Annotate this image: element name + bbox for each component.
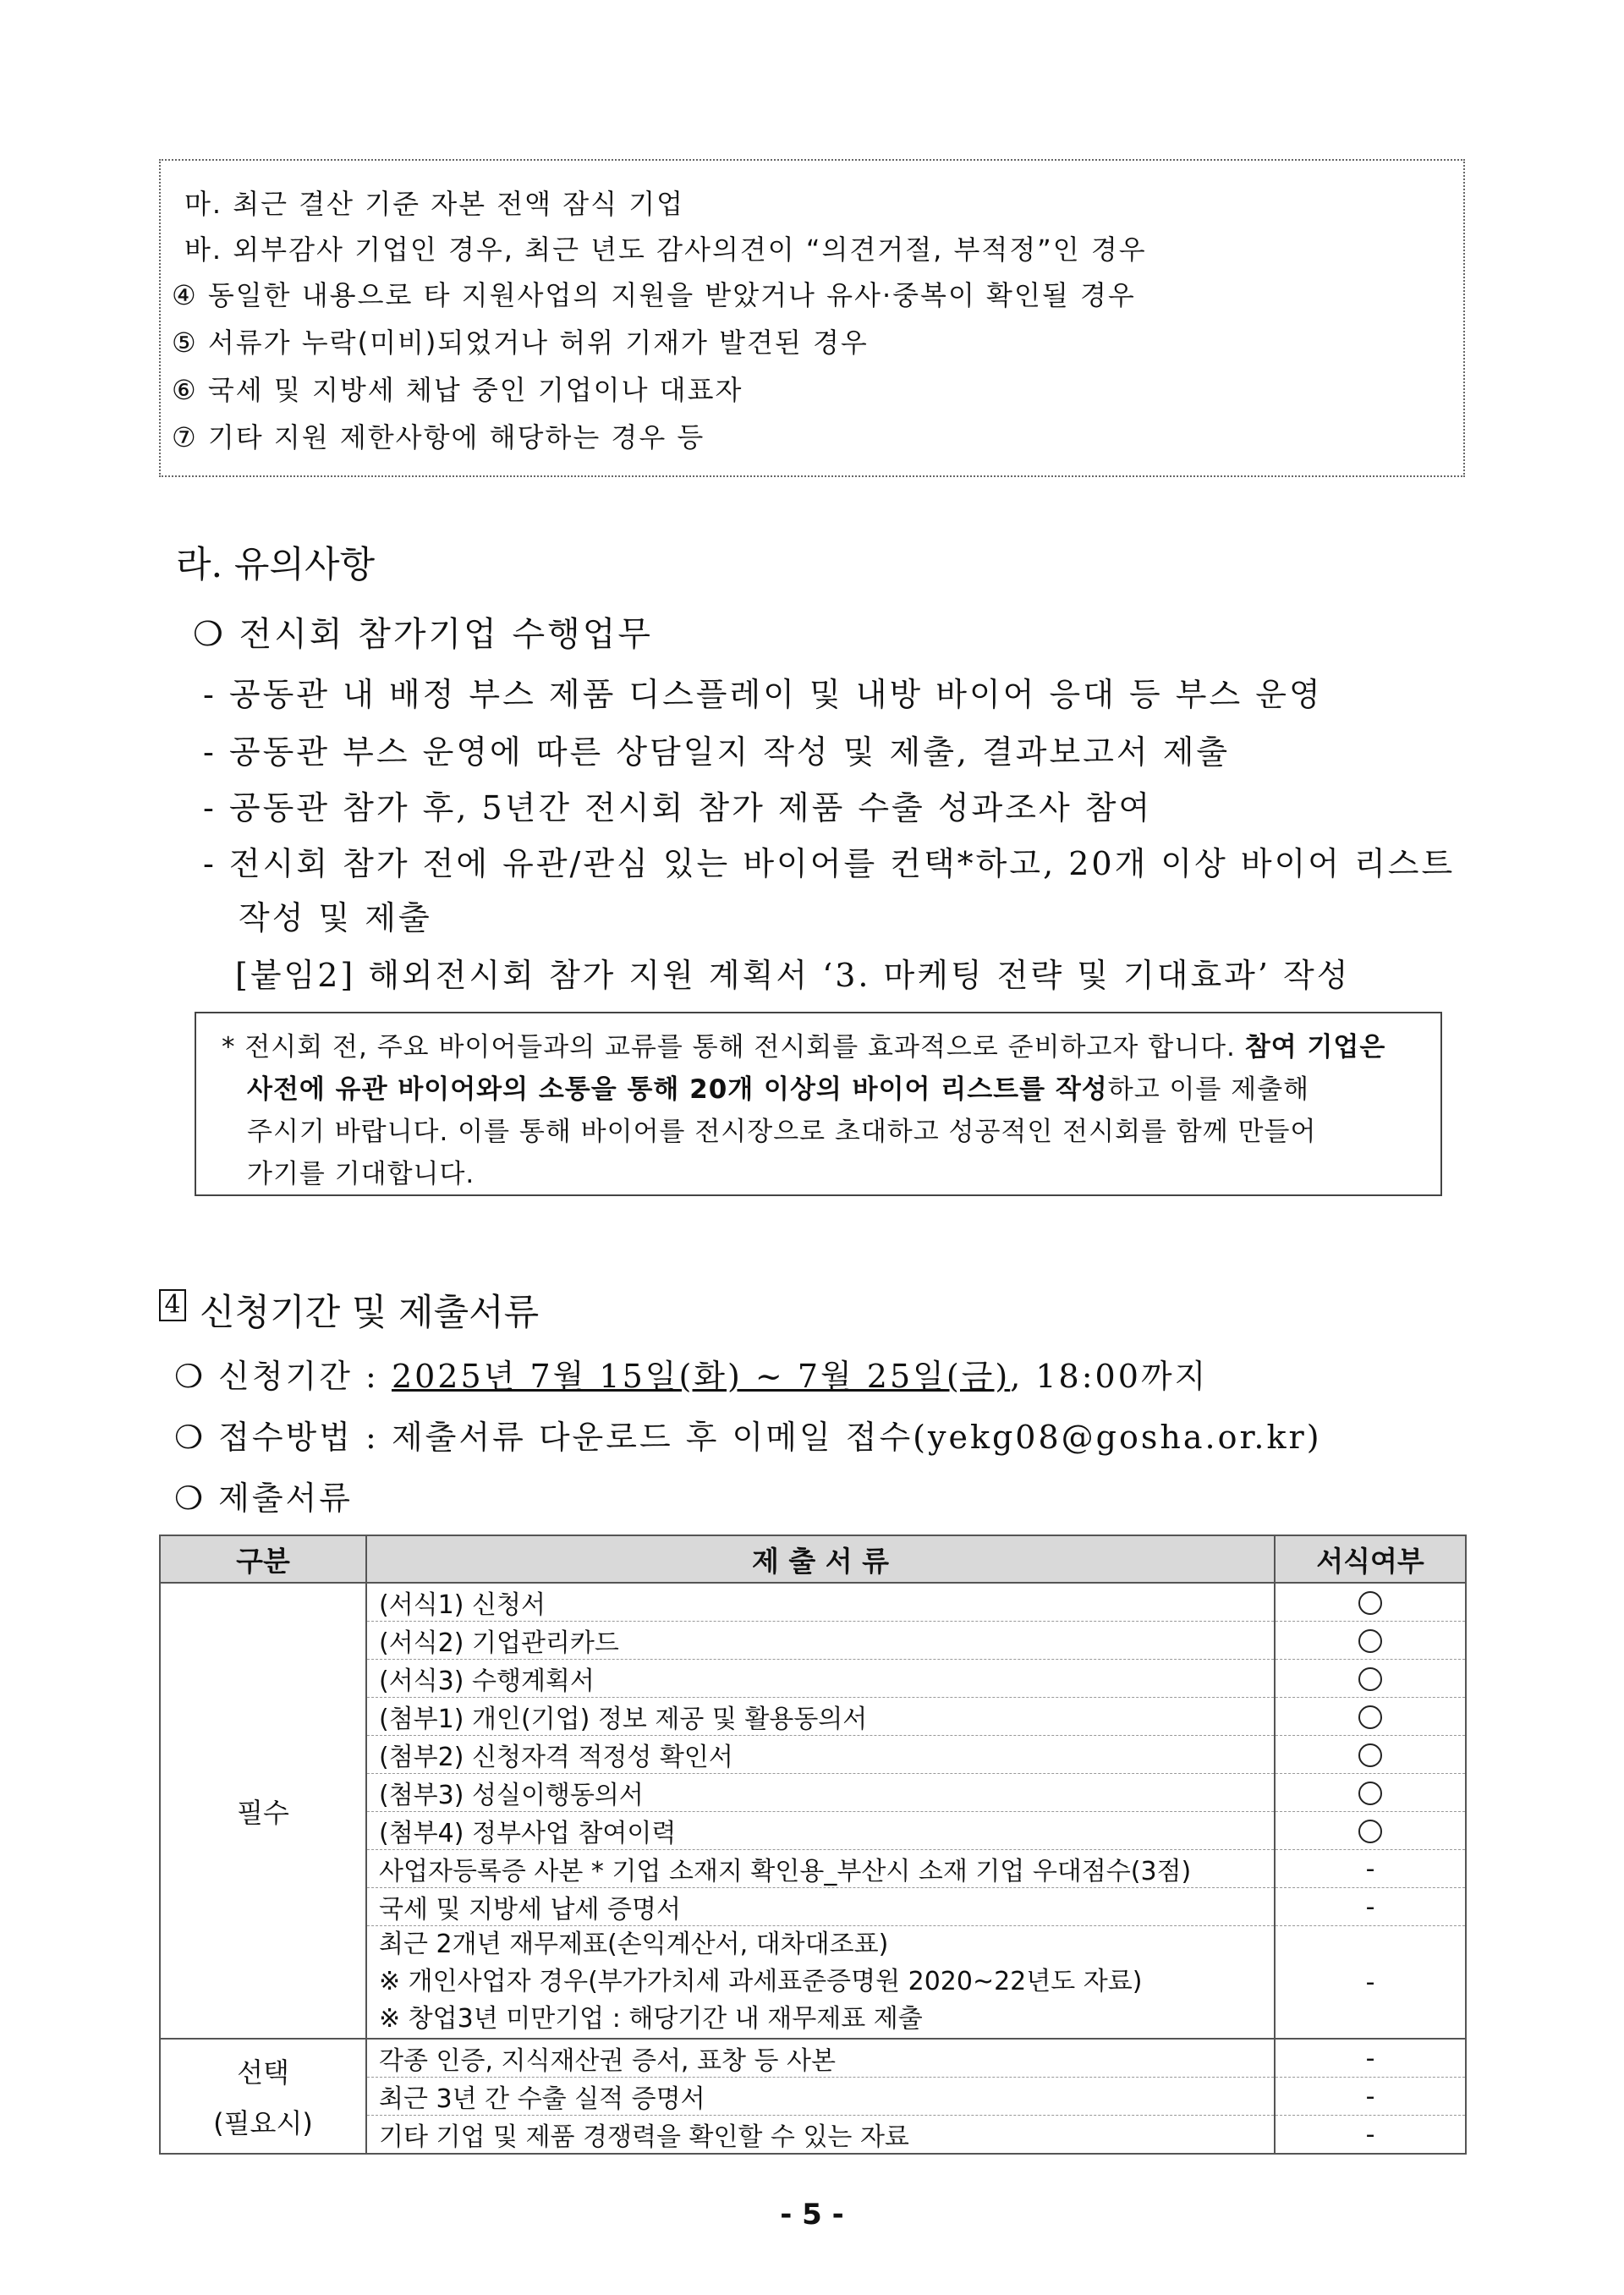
document-cell: (첨부3) 성실이행동의서 [366,1774,1275,1812]
form-cell [1275,1812,1466,1850]
period-line: ❍ 신청기간 : 2025년 7월 15일(화) ~ 7월 25일(금), 18:00까지 [174,1358,1209,1395]
form-cell [1275,2078,1466,2116]
col-header-form: 서식여부 [1275,1535,1466,1583]
page-number: - 5 - [780,2198,844,2232]
dash-mark: - [1365,2043,1375,2073]
restriction-line: ④ 동일한 내용으로 타 지원사업의 지원을 받았거나 유사·중복이 확인될 경우 [172,279,1136,311]
note-line-1: * 전시회 전, 주요 바이어들과의 교류를 통해 전시회를 효과적으로 준비하고자 합니다. 참여 기업은 [222,1032,1386,1062]
form-cell [1275,1774,1466,1812]
circle-mark [1358,1629,1382,1653]
circle-mark [1358,1782,1382,1805]
dash-mark: - [1365,2081,1375,2111]
document-cell: (첨부2) 신청자격 적정성 확인서 [366,1736,1275,1774]
dash-mark: - [1365,1853,1375,1884]
document-cell: 기타 기업 및 제품 경쟁력을 확인할 수 있는 자료 [366,2116,1275,2155]
note-line-4: 가기를 기대합니다. [247,1159,475,1189]
form-cell [1275,1622,1466,1660]
note-line-3: 주시기 바랍니다. 이를 통해 바이어를 전시장으로 초대하고 성공적인 전시회를 함께 만들어 [247,1117,1317,1147]
section-heading-ra: 라. 유의사항 [176,544,376,586]
form-cell [1275,1850,1466,1888]
document-cell: 최근 3년 간 수출 실적 증명서 [366,2078,1275,2116]
task-item-attachment: [붙임2] 해외전시회 참가 지원 계획서 ‘3. 마케팅 전략 및 기대효과’ 작성 [235,957,1351,994]
dash-mark: - [1365,1891,1375,1922]
section-number-box: 4 [159,1289,186,1321]
form-cell [1275,1660,1466,1698]
task-item-continuation: 작성 및 제출 [239,899,432,936]
restriction-line: ⑤ 서류가 누락(미비)되었거나 허위 기재가 발견된 경우 [172,327,869,359]
col-header-documents: 제 출 서 류 [366,1535,1275,1583]
document-cell: (첨부1) 개인(기업) 정보 제공 및 활용동의서 [366,1698,1275,1736]
restriction-line: ⑥ 국세 및 지방세 체납 중인 기업이나 대표자 [172,374,743,406]
restriction-line: ⑦ 기타 지원 제한사항에 해당하는 경우 등 [172,421,705,453]
document-cell: (서식1) 신청서 [366,1583,1275,1622]
table-row [160,1583,1466,1622]
group-optional: 선택 (필요시) [160,2039,366,2154]
form-cell [1275,1698,1466,1736]
form-cell: - [1275,1926,1466,2040]
task-item: - 공동관 내 배정 부스 제품 디스플레이 및 내방 바이어 응대 등 부스 운영 [203,676,1323,713]
task-item: - 전시회 참가 전에 유관/관심 있는 바이어를 컨택*하고, 20개 이상 바이어 리스트 [203,845,1456,882]
circle-mark [1358,1667,1382,1691]
note-line-2: 사전에 유관 바이어와의 소통을 통해 20개 이상의 바이어 리스트를 작성하고 이를 제출해 [247,1074,1310,1105]
circle-mark [1358,1591,1382,1615]
restriction-line: 바. 외부감사 기업인 경우, 최근 년도 감사의견이 “의견거절, 부적정”인 경우 [184,233,1147,266]
restriction-line: 마. 최근 결산 기준 자본 전액 잠식 기업 [184,188,685,220]
documents-table [159,1535,1467,2155]
form-cell [1275,2039,1466,2078]
document-cell: 각종 인증, 지식재산권 증서, 표창 등 사본 [366,2039,1275,2078]
task-item: - 공동관 참가 후, 5년간 전시회 참가 제품 수출 성과조사 참여 [203,789,1153,826]
dash-mark: - [1365,2119,1375,2150]
document-cell: 사업자등록증 사본 * 기업 소재지 확인용_부산시 소재 기업 우대점수(3점) [366,1850,1275,1888]
task-bullet: ❍ 전시회 참가기업 수행업무 [193,615,654,654]
circle-mark [1358,1820,1382,1843]
financial-cell: 최근 2개년 재무제표(손익계산서, 대차대조표) ※ 개인사업자 경우(부가가치세 과세표준증명원 2020~22년도 자료) ※ 창업3년 미만기업 : 해당기간 내 재무제표 제출 [366,1926,1275,2040]
circle-mark [1358,1743,1382,1767]
form-cell [1275,2116,1466,2155]
document-cell: (첨부4) 정부사업 참여이력 [366,1812,1275,1850]
circle-mark [1358,1705,1382,1729]
document-cell: (서식2) 기업관리카드 [366,1622,1275,1660]
form-cell [1275,1583,1466,1622]
document-cell: (서식3) 수행계획서 [366,1660,1275,1698]
form-cell [1275,1888,1466,1926]
group-required: 필수 [160,1583,366,2039]
col-header-category: 구분 [160,1535,366,1583]
method-line: ❍ 접수방법 : 제출서류 다운로드 후 이메일 접수(yekg08@gosha.or.kr) [174,1419,1322,1456]
task-item: - 공동관 부스 운영에 따른 상담일지 작성 및 제출, 결과보고서 제출 [203,733,1231,771]
section-heading-4: 신청기간 및 제출서류 [200,1292,540,1334]
document-cell: 국세 및 지방세 납세 증명서 [366,1888,1275,1926]
table-header-row [160,1535,1466,1583]
docs-label: ❍ 제출서류 [174,1480,353,1517]
table-row [160,2039,1466,2078]
period-value: 2025년 7월 15일(화) ~ 7월 25일(금) [391,1358,1011,1395]
form-cell [1275,1736,1466,1774]
